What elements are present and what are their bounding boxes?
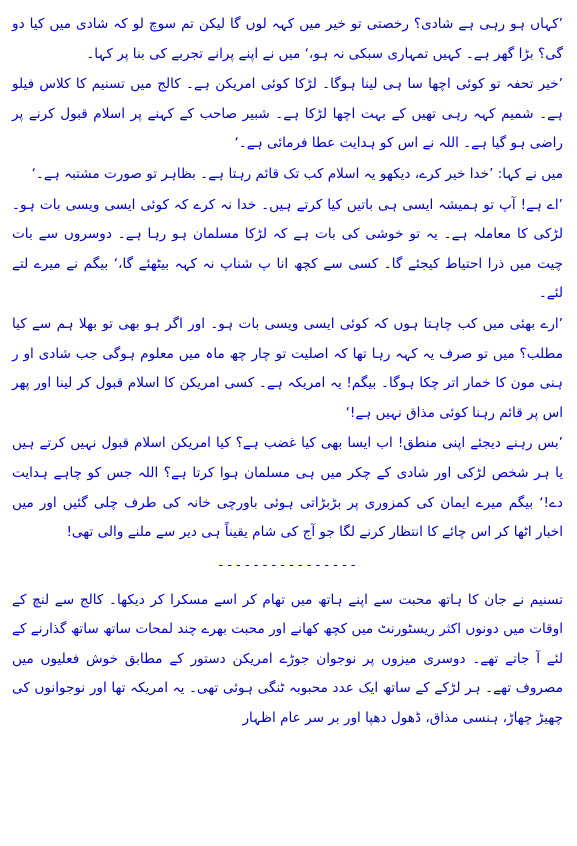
paragraph-7: تسنیم نے جان کا ہاتھ محبت سے اپنے ہاتھ میں تھام کر اسے مسکرا کر دیکھا۔ کالج سے لنچ کے اوقات میں دونوں اکثر ریسٹورنٹ میں کچھ کھانے اور محبت بھرے چند لمحات ساتھ ساتھ گذارنے کے لئے آ جاتے تھے۔ دوسری میزوں پر نوجوان جوڑے امریکن دستور کے مطابق خوش فعلیوں میں مصروف تھے۔ ہر لڑکے کے ساتھ ایک عدد محبوبہ ٹنگی ہوئی تھی۔ یہ امریکہ تھا اور نوجوانوں کی چھیڑ چھاڑ، ہنسی مذاق، ڈھول دھپا اور بر سر عام اظہار [12,591,563,727]
paragraph-5: ’ارے بھئی میں کب چاہتا ہوں کہ کوئی ایسی ویسی بات ہو۔ اور اگر ہو بھی تو بھلا ہم سے کیا مطلب؟ میں تو صرف یہ کہہ رہا تھا کہ اصلیت تو چار چھ ماہ میں معلوم ہوگی جب شادی او ر ہنی مون کا خمار اتر چکا ہوگا۔ بیگم! یہ امریکہ ہے۔ کسی امریکن کا اسلام قبول کر لینا اور پھر اس پر قائم رہنا کوئی مذاق نہیں ہے!‘ [12,315,563,421]
paragraph-3: میں نے کہا: ’خدا خیر کرے، دیکھو یہ اسلام کب تک قائم رہتا ہے۔ بظاہر تو صورت مشتبہ ہے۔‘ [31,165,563,182]
paragraph-6: ’بس رہنے دیجئے اپنی منطق! اب ایسا بھی کیا غضب ہے؟ کیا امریکن اسلام قبول نہیں کرتے ہیں یا ہر شخص لڑکی اور شادی کے چکر میں ہی مسلمان ہوا کرتا ہے؟ اللہ جس کو چاہے ہدایت دے!‘ بیگم میرے ایمان کی کمزوری پر بڑبڑاتی ہوئی باورچی خانہ کی طرف چلی گئیں اور میں اخبار اٹھا کر اس چائے کا انتظار کرنے لگا جو آج کی شام یقیناً ہی دیر سے ملنے والی تھی! [12,435,563,541]
paragraph-2: ’خیر تحفہ تو کوئی اچھا سا ہی لینا ہوگا۔ لڑکا کوئی امریکن ہے۔ کالج میں تسنیم کا کلاس فیلو ہے۔ شمیم کہہ رہی تھیں کے بہت اچھا لڑکا ہے۔ شبیر صاحب کے کہنے پر اسلام قبول کرنے پر راضی ہو گیا ہے۔ اللہ نے اس کو ہدایت عطا فرمائی ہے۔‘ [12,76,563,152]
paragraph-4: ’اے ہے! آپ تو ہمیشہ ایسی ہی باتیں کیا کرتے ہیں۔ خدا نہ کرے کہ کوئی ایسی ویسی بات ہو۔ لڑکی کا معاملہ ہے۔ یہ تو خوشی کی بات ہے کہ لڑکا مسلمان ہو رہا ہے۔ دوسروں سے بات چیت میں ذرا احتیاط کیجئے گا۔ کسی سے کچھ انا پ شناپ نہ کہہ بیٹھئے گا،‘ بیگم نے میرے لتے لئے۔ [12,196,563,302]
paragraph-1: ’کہاں ہو رہی ہے شادی؟ رخصتی تو خیر میں کہہ لوں گا لیکن تم سوچ لو کہ شادی میں کیا دو گی؟ بڑا گھر ہے۔ کہیں تمہاری سبکی نہ ہو،‘ میں نے اپنے پرانے تجربے کی بنا پر کہا۔ [12,16,563,62]
section-separator: ---------------- [216,557,359,573]
